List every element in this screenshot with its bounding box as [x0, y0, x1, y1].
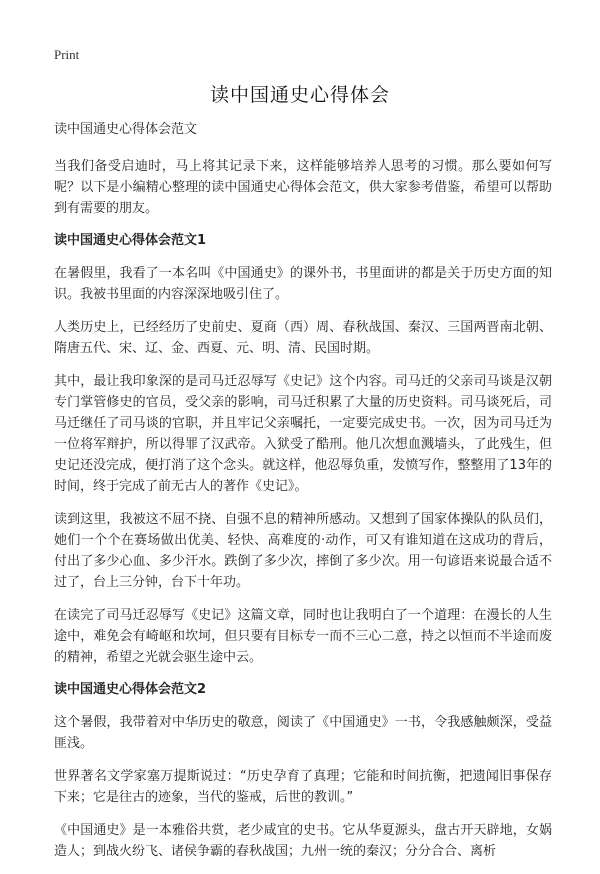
- article-body: [54, 120, 552, 874]
- paragraph: 世界著名文学家塞万提斯说过：“历史孕育了真理；它能和时间抗衡，把遗闻旧事保存下来；它是往古的迹象，当代的鉴戒，后世的教训。”: [54, 769, 552, 805]
- paragraph: 读到这里，我被这不屈不挠、自强不息的精神所感动。又想到了国家体操队的队员们，她们一个个在赛场做出优美、轻快、高难度的·动作，可又有谁知道在这成功的背后，付出了多少心血、多少汗水。跌倒了多少次，摔倒了多少次。用一句谚语来说最合适不过了，台上三分钟，台下十年功。: [54, 512, 552, 590]
- paragraph: 在读完了司马迁忍辱写《史记》这篇文章，同时也让我明白了一个道理：在漫长的人生途中，难免会有崎岖和坎坷，但只要有目标专一而不三心二意，持之以恒而不半途而废的精神，希望之光就会驱生途中云。: [54, 608, 552, 665]
- section-heading-1: 读中国通史心得体会范文1: [54, 233, 207, 248]
- section-heading-2: 读中国通史心得体会范文2: [54, 682, 207, 697]
- intro-paragraph: 当我们备受启迪时，马上将其记录下来，这样能够培养人思考的习惯。那么要如何写呢？以下是小编精心整理的读中国通史心得体会范文，供大家参考借鉴，希望可以帮助到有需要的朋友。: [54, 159, 552, 216]
- paragraph: 其中，最让我印象深的是司马迁忍辱写《史记》这个内容。司马迁的父亲司马谈是汉朝专门掌管修史的官员，受父亲的影响，司马迁积累了大量的历史资料。司马谈死后，司马迁继任了司马谈的官职，并且牢记父亲嘱托，一定要完成史书。一次，因为司马迁为一位将军辩护，所以得罪了汉武帝。入狱受了酷刑。他几次想血溅墙头，了此残生，但史记还没完成，便打消了这个念头。就这样，他忍辱负重，发愤写作，整整用了13年的时间，终于完成了前无古人的著作《史记》。: [54, 374, 552, 494]
- print-link[interactable]: Print: [54, 47, 80, 62]
- paragraph: 人类历史上，已经经历了史前史、夏商（西）周、春秋战国、秦汉、三国两晋南北朝、隋唐五代、宋、辽、金、西夏、元、明、清、民国时期。: [54, 320, 552, 356]
- paragraph: 在暑假里，我看了一本名叫《中国通史》的课外书，书里面讲的都是关于历史方面的知识。我被书里面的内容深深地吸引住了。: [54, 266, 552, 302]
- page-title: 读中国通史心得体会: [209, 84, 390, 106]
- paragraph: 《中国通史》是一本雅俗共赏，老少咸宜的史书。它从华夏源头，盘古开天辟地，女娲造人；到战火纷飞、诸侯争霸的春秋战国；九州一统的秦汉；分分合合、离析: [54, 823, 552, 859]
- paragraph: 这个暑假，我带着对中华历史的敬意，阅读了《中国通史》一书，令我感触颇深，受益匪浅。: [54, 715, 552, 751]
- article-subtitle: 读中国通史心得体会范文: [54, 122, 198, 137]
